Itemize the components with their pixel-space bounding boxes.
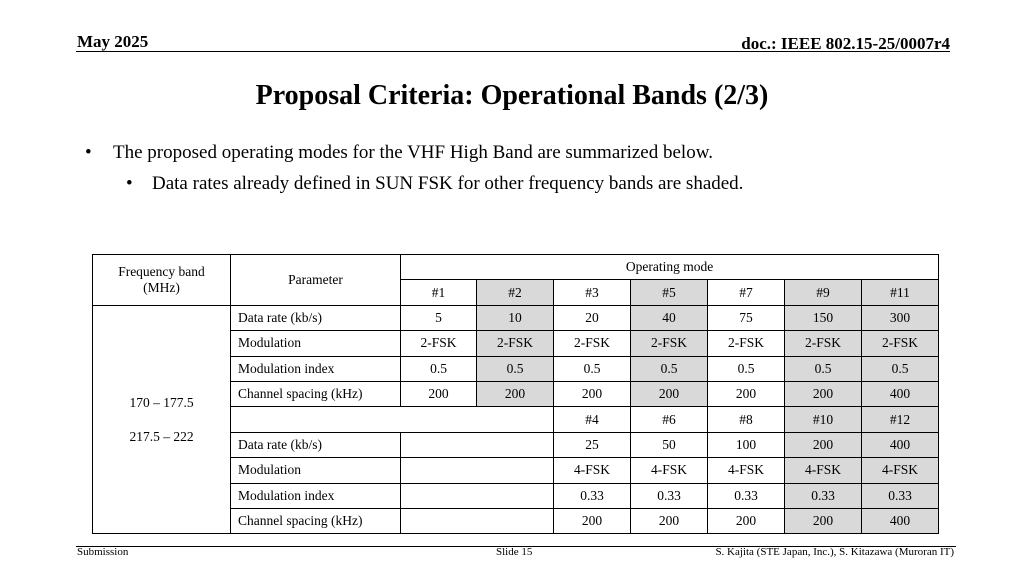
parameter-header: Parameter — [231, 255, 401, 306]
table-cell: 75 — [708, 305, 785, 330]
table-cell: 200 — [785, 508, 862, 533]
slide-title: Proposal Criteria: Operational Bands (2/3) — [255, 80, 769, 111]
empty-cell — [401, 483, 554, 508]
param-label: Data rate (kb/s) — [231, 432, 401, 457]
param-label: Modulation index — [231, 483, 401, 508]
table-cell: 5 — [401, 305, 477, 330]
header-divider — [76, 51, 950, 52]
empty-cell — [231, 407, 554, 432]
footer-slide-number: Slide 15 — [496, 546, 533, 558]
bullet-icon: • — [126, 173, 133, 194]
mode-cell: #9 — [785, 280, 862, 305]
table-cell: 200 — [785, 432, 862, 457]
table-cell: 0.5 — [554, 356, 631, 381]
table-cell: 0.5 — [401, 356, 477, 381]
table-cell: 0.5 — [862, 356, 939, 381]
table-cell: 2-FSK — [554, 331, 631, 356]
empty-cell — [401, 432, 554, 457]
table-cell: 2-FSK — [862, 331, 939, 356]
table-cell: 0.33 — [554, 483, 631, 508]
empty-cell — [401, 458, 554, 483]
table-cell: 0.5 — [708, 356, 785, 381]
empty-cell — [401, 508, 554, 533]
mode-cell: #4 — [554, 407, 631, 432]
table-cell: 200 — [631, 381, 708, 406]
table-cell: 100 — [708, 432, 785, 457]
table-cell: 200 — [554, 381, 631, 406]
table-cell: 400 — [862, 508, 939, 533]
mode-cell: #1 — [401, 280, 477, 305]
mode-cell: #3 — [554, 280, 631, 305]
table-cell: 2-FSK — [785, 331, 862, 356]
bullet-level1: The proposed operating modes for the VHF High Band are summarized below. — [113, 142, 713, 163]
table-cell: 0.33 — [785, 483, 862, 508]
table-cell: 50 — [631, 432, 708, 457]
param-label: Modulation index — [231, 356, 401, 381]
param-label: Modulation — [231, 331, 401, 356]
table-cell: 300 — [862, 305, 939, 330]
param-label: Data rate (kb/s) — [231, 305, 401, 330]
header-doc-id: doc.: IEEE 802.15-25/0007r4 — [741, 34, 950, 53]
operating-modes-table — [92, 254, 939, 534]
table-cell: 200 — [401, 381, 477, 406]
table-cell: 4-FSK — [554, 458, 631, 483]
table-cell: 0.33 — [708, 483, 785, 508]
table-cell: 2-FSK — [708, 331, 785, 356]
mode-cell: #10 — [785, 407, 862, 432]
footer-authors: S. Kajita (STE Japan, Inc.), S. Kitazawa (Muroran IT) — [715, 546, 954, 558]
mode-cell: #8 — [708, 407, 785, 432]
param-label: Channel spacing (kHz) — [231, 381, 401, 406]
table-row — [93, 305, 939, 330]
table-cell: 400 — [862, 381, 939, 406]
mode-cell: #6 — [631, 407, 708, 432]
header-date: May 2025 — [77, 32, 149, 51]
table-cell: 10 — [477, 305, 554, 330]
table-cell: 4-FSK — [708, 458, 785, 483]
table-cell: 0.5 — [477, 356, 554, 381]
table-cell: 2-FSK — [631, 331, 708, 356]
operating-mode-header: Operating mode — [401, 255, 939, 280]
table-cell: 400 — [862, 432, 939, 457]
table-cell: 20 — [554, 305, 631, 330]
freq-band-value: 217.5 – 222 — [129, 428, 194, 444]
freq-band-cell — [93, 305, 231, 534]
table-cell: 25 — [554, 432, 631, 457]
table-cell: 4-FSK — [862, 458, 939, 483]
table-cell: 200 — [477, 381, 554, 406]
bullet-icon: • — [85, 142, 92, 163]
bullet-level2: Data rates already defined in SUN FSK for other frequency bands are shaded. — [152, 173, 744, 194]
footer-submission: Submission — [77, 546, 129, 558]
table-cell: 150 — [785, 305, 862, 330]
mode-cell: #5 — [631, 280, 708, 305]
table-cell: 200 — [708, 381, 785, 406]
table-cell: 2-FSK — [401, 331, 477, 356]
table-cell: 40 — [631, 305, 708, 330]
mode-cell: #2 — [477, 280, 554, 305]
mode-cell: #12 — [862, 407, 939, 432]
table-cell: 0.33 — [631, 483, 708, 508]
table-cell: 200 — [631, 508, 708, 533]
table-cell: 4-FSK — [631, 458, 708, 483]
table-cell: 0.5 — [785, 356, 862, 381]
table-cell: 0.33 — [862, 483, 939, 508]
freq-band-header: Frequency band (MHz) — [93, 255, 231, 306]
table-cell: 4-FSK — [785, 458, 862, 483]
param-label: Modulation — [231, 458, 401, 483]
table-cell: 0.5 — [631, 356, 708, 381]
freq-band-value: 170 – 177.5 — [129, 394, 194, 410]
table-cell: 200 — [785, 381, 862, 406]
table-cell: 2-FSK — [477, 331, 554, 356]
mode-cell: #7 — [708, 280, 785, 305]
param-label: Channel spacing (kHz) — [231, 508, 401, 533]
table-header-row — [93, 255, 939, 280]
table-cell: 200 — [554, 508, 631, 533]
mode-cell: #11 — [862, 280, 939, 305]
table-cell: 200 — [708, 508, 785, 533]
